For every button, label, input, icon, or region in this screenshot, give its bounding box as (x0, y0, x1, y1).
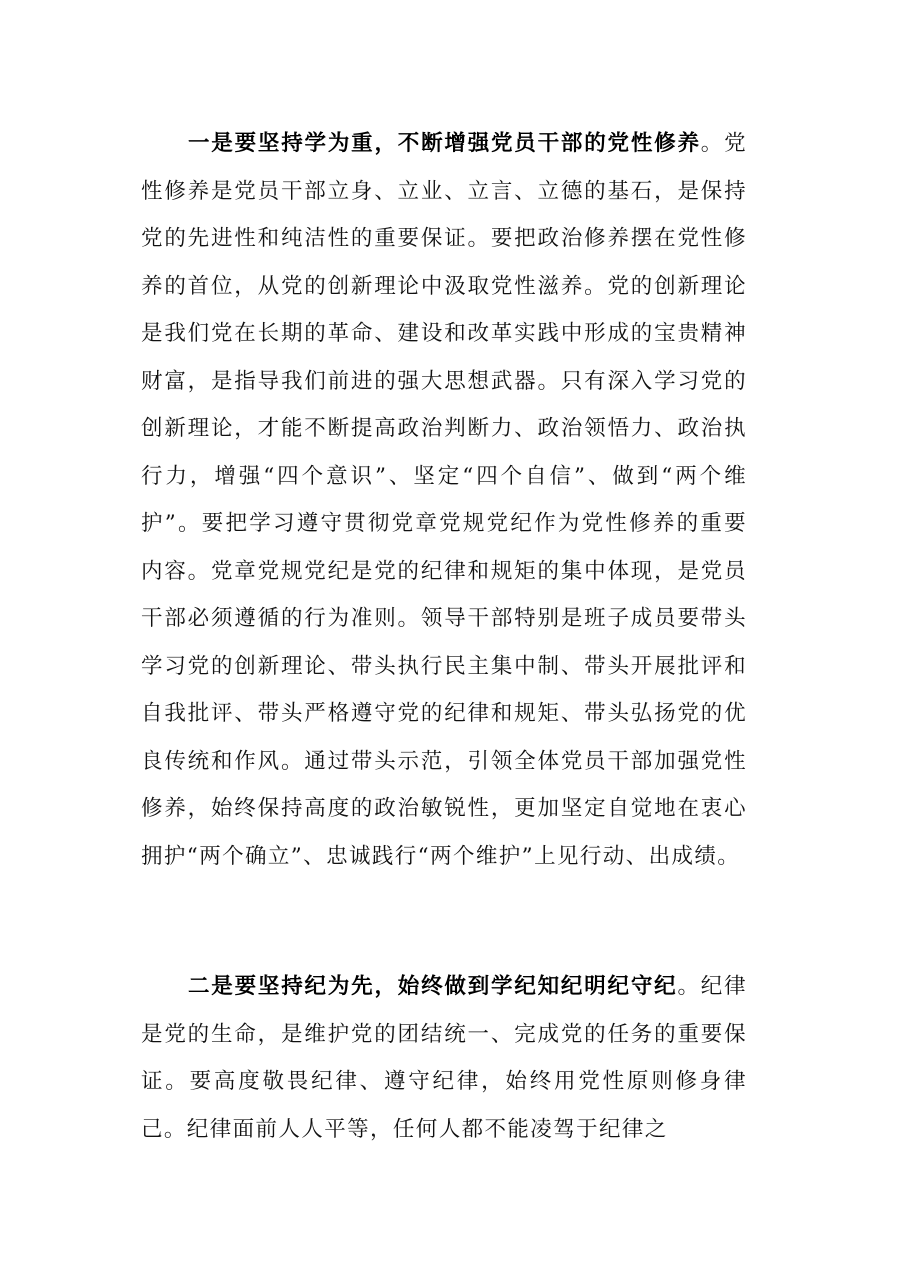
paragraph-1-body: 。党性修养是党员干部立身、立业、立言、立德的基石，是保持党的先进性和纯洁性的重要保证。要把政治修养摆在党性修养的首位，从党的创新理论中汲取党性滋养。党的创新理论是我们党在长期的革命、建设和改革实践中形成的宝贵精神财富，是指导我们前进的强大思想武器。只有深入学习党的创新理论，才能不断提高政治判断力、政治领悟力、政治执行力，增强“四个意识”、坚定“四个自信”、做到“两个维护”。要把学习遵守贯彻党章党规党纪作为党性修养的重要内容。党章党规党纪是党的纪律和规矩的集中体现，是党员干部必须遵循的行为准则。领导干部特别是班子成员要带头学习党的创新理论、带头执行民主集中制、带头开展批评和自我批评、带头严格遵守党的纪律和规矩、带头弘扬党的优良传统和作风。通过带头示范，引领全体党员干部加强党性修养，始终保持高度的政治敏锐性，更加坚定自觉地在衷心拥护“两个确立”、忠诚践行“两个维护”上见行动、出成绩。 (141, 131, 747, 869)
paragraph-1-heading: 一是要坚持学为重，不断增强党员干部的党性修养 (188, 131, 701, 156)
paragraph-2-body: 。纪律是党的生命，是维护党的团结统一、完成党的任务的重要保证。要高度敬畏纪律、遵守纪律，始终用党性原则修身律己。纪律面前人人平等，任何人都不能凌驾于纪律之 (141, 974, 748, 1142)
paragraph-2 (141, 963, 747, 1153)
paragraph-2-heading: 二是要坚持纪为先，始终做到学纪知纪明纪守纪 (188, 974, 678, 999)
paragraph-1 (141, 120, 747, 880)
